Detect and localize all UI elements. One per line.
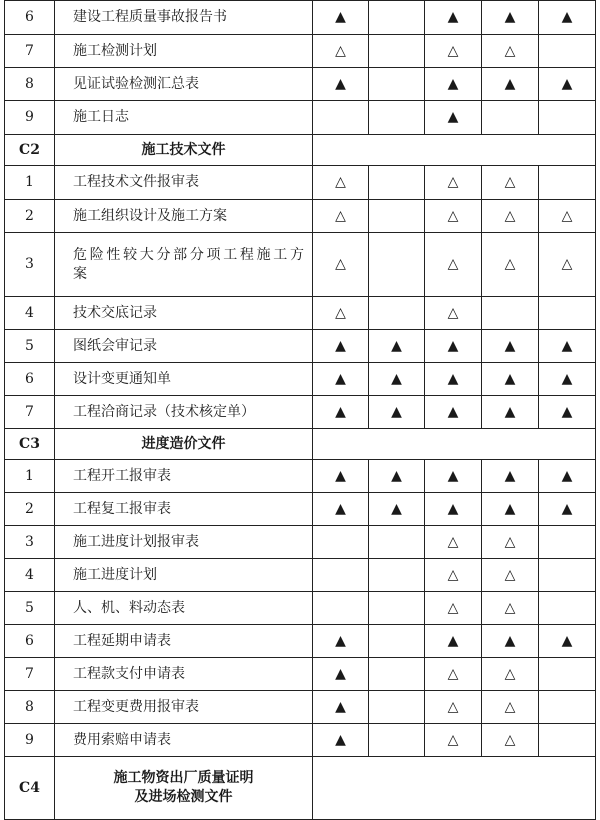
hollow-triangle-mark: △ xyxy=(425,526,482,559)
row-number: 8 xyxy=(5,691,55,724)
section-title: 施工技术文件 xyxy=(55,135,313,166)
row-number: 6 xyxy=(5,625,55,658)
table-row xyxy=(5,460,596,493)
empty-cell xyxy=(539,658,596,691)
hollow-triangle-mark: △ xyxy=(482,166,539,200)
document-name-text: 施工进度计划 xyxy=(73,566,157,583)
filled-triangle-mark: ▲ xyxy=(313,658,369,691)
empty-cell xyxy=(369,691,425,724)
hollow-triangle-mark: △ xyxy=(313,200,369,233)
empty-cell xyxy=(539,724,596,757)
row-number: 9 xyxy=(5,101,55,135)
table-row xyxy=(5,526,596,559)
empty-cell xyxy=(369,625,425,658)
document-name xyxy=(55,35,313,68)
table-row xyxy=(5,493,596,526)
row-number: 3 xyxy=(5,233,55,297)
hollow-triangle-mark: △ xyxy=(313,35,369,68)
empty-cell xyxy=(539,101,596,135)
empty-cell xyxy=(369,297,425,330)
document-name-text: 费用索赔申请表 xyxy=(73,731,171,748)
table-row xyxy=(5,1,596,35)
table-row xyxy=(5,166,596,200)
empty-cell xyxy=(369,559,425,592)
section-title-line: 及进场检测文件 xyxy=(134,789,233,805)
table-row xyxy=(5,559,596,592)
row-number: 5 xyxy=(5,592,55,625)
archive-document-table xyxy=(4,0,596,820)
document-name-text: 见证试验检测汇总表 xyxy=(73,75,199,92)
section-blank xyxy=(313,757,596,820)
filled-triangle-mark: ▲ xyxy=(425,330,482,363)
document-name-text: 施工组织设计及施工方案 xyxy=(73,207,227,224)
row-number: 4 xyxy=(5,297,55,330)
hollow-triangle-mark: △ xyxy=(482,200,539,233)
filled-triangle-mark: ▲ xyxy=(425,460,482,493)
empty-cell xyxy=(539,526,596,559)
section-title: 进度造价文件 xyxy=(55,429,313,460)
empty-cell xyxy=(313,101,369,135)
hollow-triangle-mark: △ xyxy=(425,297,482,330)
filled-triangle-mark: ▲ xyxy=(313,1,369,35)
row-number: 8 xyxy=(5,68,55,101)
document-name-text: 工程开工报审表 xyxy=(73,467,171,484)
hollow-triangle-mark: △ xyxy=(539,200,596,233)
empty-cell xyxy=(539,559,596,592)
table-row xyxy=(5,363,596,396)
hollow-triangle-mark: △ xyxy=(539,233,596,297)
hollow-triangle-mark: △ xyxy=(425,35,482,68)
empty-cell xyxy=(369,1,425,35)
empty-cell xyxy=(313,592,369,625)
document-name-text: 设计变更通知单 xyxy=(73,370,171,387)
row-number: 3 xyxy=(5,526,55,559)
document-name xyxy=(55,493,313,526)
row-number: 7 xyxy=(5,396,55,429)
table-row xyxy=(5,396,596,429)
filled-triangle-mark: ▲ xyxy=(539,460,596,493)
filled-triangle-mark: ▲ xyxy=(369,460,425,493)
empty-cell xyxy=(539,691,596,724)
hollow-triangle-mark: △ xyxy=(425,559,482,592)
filled-triangle-mark: ▲ xyxy=(482,493,539,526)
document-name-text: 施工检测计划 xyxy=(73,42,157,59)
empty-cell xyxy=(482,297,539,330)
hollow-triangle-mark: △ xyxy=(482,233,539,297)
filled-triangle-mark: ▲ xyxy=(425,396,482,429)
document-name xyxy=(55,559,313,592)
section-blank xyxy=(313,135,596,166)
hollow-triangle-mark: △ xyxy=(425,233,482,297)
row-number: 9 xyxy=(5,724,55,757)
filled-triangle-mark: ▲ xyxy=(313,493,369,526)
empty-cell xyxy=(369,526,425,559)
empty-cell xyxy=(369,233,425,297)
table-row xyxy=(5,233,596,297)
document-name xyxy=(55,691,313,724)
hollow-triangle-mark: △ xyxy=(313,233,369,297)
hollow-triangle-mark: △ xyxy=(482,691,539,724)
document-name xyxy=(55,200,313,233)
document-name xyxy=(55,724,313,757)
filled-triangle-mark: ▲ xyxy=(425,1,482,35)
filled-triangle-mark: ▲ xyxy=(482,330,539,363)
row-number: 7 xyxy=(5,35,55,68)
filled-triangle-mark: ▲ xyxy=(425,363,482,396)
empty-cell xyxy=(369,68,425,101)
hollow-triangle-mark: △ xyxy=(425,166,482,200)
section-row xyxy=(5,429,596,460)
row-number: 6 xyxy=(5,363,55,396)
table-row xyxy=(5,200,596,233)
table-row xyxy=(5,625,596,658)
table-row xyxy=(5,68,596,101)
document-name-text: 工程技术文件报审表 xyxy=(73,174,199,191)
table-row xyxy=(5,724,596,757)
filled-triangle-mark: ▲ xyxy=(539,625,596,658)
filled-triangle-mark: ▲ xyxy=(539,493,596,526)
document-name xyxy=(55,363,313,396)
filled-triangle-mark: ▲ xyxy=(313,460,369,493)
document-name xyxy=(55,592,313,625)
row-number: 2 xyxy=(5,493,55,526)
hollow-triangle-mark: △ xyxy=(482,35,539,68)
document-name-text: 技术交底记录 xyxy=(73,304,157,321)
filled-triangle-mark: ▲ xyxy=(482,396,539,429)
hollow-triangle-mark: △ xyxy=(482,526,539,559)
filled-triangle-mark: ▲ xyxy=(313,330,369,363)
table-row xyxy=(5,297,596,330)
document-name xyxy=(55,330,313,363)
row-number: C4 xyxy=(5,757,55,820)
document-name xyxy=(55,526,313,559)
document-name xyxy=(55,233,313,297)
filled-triangle-mark: ▲ xyxy=(425,101,482,135)
empty-cell xyxy=(539,297,596,330)
document-name-text: 工程洽商记录（技术核定单） xyxy=(73,403,255,420)
empty-cell xyxy=(539,592,596,625)
document-name-text: 工程款支付申请表 xyxy=(73,665,185,682)
hollow-triangle-mark: △ xyxy=(425,592,482,625)
section-title-line: 施工物资出厂质量证明 xyxy=(113,770,254,787)
row-number: 4 xyxy=(5,559,55,592)
row-number: 2 xyxy=(5,200,55,233)
document-name xyxy=(55,297,313,330)
section-row xyxy=(5,135,596,166)
empty-cell xyxy=(313,559,369,592)
filled-triangle-mark: ▲ xyxy=(369,493,425,526)
filled-triangle-mark: ▲ xyxy=(482,460,539,493)
empty-cell xyxy=(369,101,425,135)
document-name-text: 人、机、料动态表 xyxy=(73,599,185,616)
hollow-triangle-mark: △ xyxy=(425,724,482,757)
filled-triangle-mark: ▲ xyxy=(313,396,369,429)
hollow-triangle-mark: △ xyxy=(425,200,482,233)
document-name-text: 图纸会审记录 xyxy=(73,337,157,354)
empty-cell xyxy=(539,35,596,68)
document-name-text: 危险性较大分部分项工程施工方案 xyxy=(73,246,306,282)
hollow-triangle-mark: △ xyxy=(482,592,539,625)
filled-triangle-mark: ▲ xyxy=(539,363,596,396)
empty-cell xyxy=(539,166,596,200)
empty-cell xyxy=(369,200,425,233)
document-name xyxy=(55,460,313,493)
document-name xyxy=(55,658,313,691)
document-name xyxy=(55,101,313,135)
document-name-text: 施工日志 xyxy=(73,109,129,126)
table-row xyxy=(5,592,596,625)
document-name-text: 建设工程质量事故报告书 xyxy=(73,9,227,26)
table-row xyxy=(5,658,596,691)
hollow-triangle-mark: △ xyxy=(425,691,482,724)
document-name xyxy=(55,1,313,35)
table-row xyxy=(5,330,596,363)
empty-cell xyxy=(482,101,539,135)
filled-triangle-mark: ▲ xyxy=(425,625,482,658)
filled-triangle-mark: ▲ xyxy=(369,330,425,363)
document-name-text: 工程延期申请表 xyxy=(73,632,171,649)
filled-triangle-mark: ▲ xyxy=(313,691,369,724)
hollow-triangle-mark: △ xyxy=(482,559,539,592)
row-number: 1 xyxy=(5,166,55,200)
filled-triangle-mark: ▲ xyxy=(482,363,539,396)
document-name-text: 施工进度计划报审表 xyxy=(73,533,199,550)
empty-cell xyxy=(369,35,425,68)
filled-triangle-mark: ▲ xyxy=(313,625,369,658)
empty-cell xyxy=(369,592,425,625)
table-body xyxy=(5,1,596,820)
empty-cell xyxy=(313,526,369,559)
document-name-text: 工程复工报审表 xyxy=(73,500,171,517)
table-row xyxy=(5,35,596,68)
filled-triangle-mark: ▲ xyxy=(539,68,596,101)
filled-triangle-mark: ▲ xyxy=(313,724,369,757)
empty-cell xyxy=(369,166,425,200)
filled-triangle-mark: ▲ xyxy=(482,625,539,658)
document-name xyxy=(55,68,313,101)
filled-triangle-mark: ▲ xyxy=(313,68,369,101)
filled-triangle-mark: ▲ xyxy=(539,1,596,35)
filled-triangle-mark: ▲ xyxy=(425,68,482,101)
section-row xyxy=(5,757,596,820)
filled-triangle-mark: ▲ xyxy=(313,363,369,396)
document-name xyxy=(55,396,313,429)
table-row xyxy=(5,691,596,724)
filled-triangle-mark: ▲ xyxy=(482,68,539,101)
filled-triangle-mark: ▲ xyxy=(425,493,482,526)
filled-triangle-mark: ▲ xyxy=(539,396,596,429)
hollow-triangle-mark: △ xyxy=(482,658,539,691)
hollow-triangle-mark: △ xyxy=(482,724,539,757)
hollow-triangle-mark: △ xyxy=(313,297,369,330)
hollow-triangle-mark: △ xyxy=(313,166,369,200)
table-row xyxy=(5,101,596,135)
hollow-triangle-mark: △ xyxy=(425,658,482,691)
section-blank xyxy=(313,429,596,460)
empty-cell xyxy=(369,724,425,757)
document-name xyxy=(55,625,313,658)
section-title xyxy=(55,757,313,820)
row-number: C2 xyxy=(5,135,55,166)
empty-cell xyxy=(369,658,425,691)
filled-triangle-mark: ▲ xyxy=(539,330,596,363)
document-name xyxy=(55,166,313,200)
row-number: 1 xyxy=(5,460,55,493)
row-number: 5 xyxy=(5,330,55,363)
row-number: C3 xyxy=(5,429,55,460)
filled-triangle-mark: ▲ xyxy=(369,363,425,396)
row-number: 7 xyxy=(5,658,55,691)
row-number: 6 xyxy=(5,1,55,35)
document-name-text: 工程变更费用报审表 xyxy=(73,698,199,715)
filled-triangle-mark: ▲ xyxy=(482,1,539,35)
filled-triangle-mark: ▲ xyxy=(369,396,425,429)
